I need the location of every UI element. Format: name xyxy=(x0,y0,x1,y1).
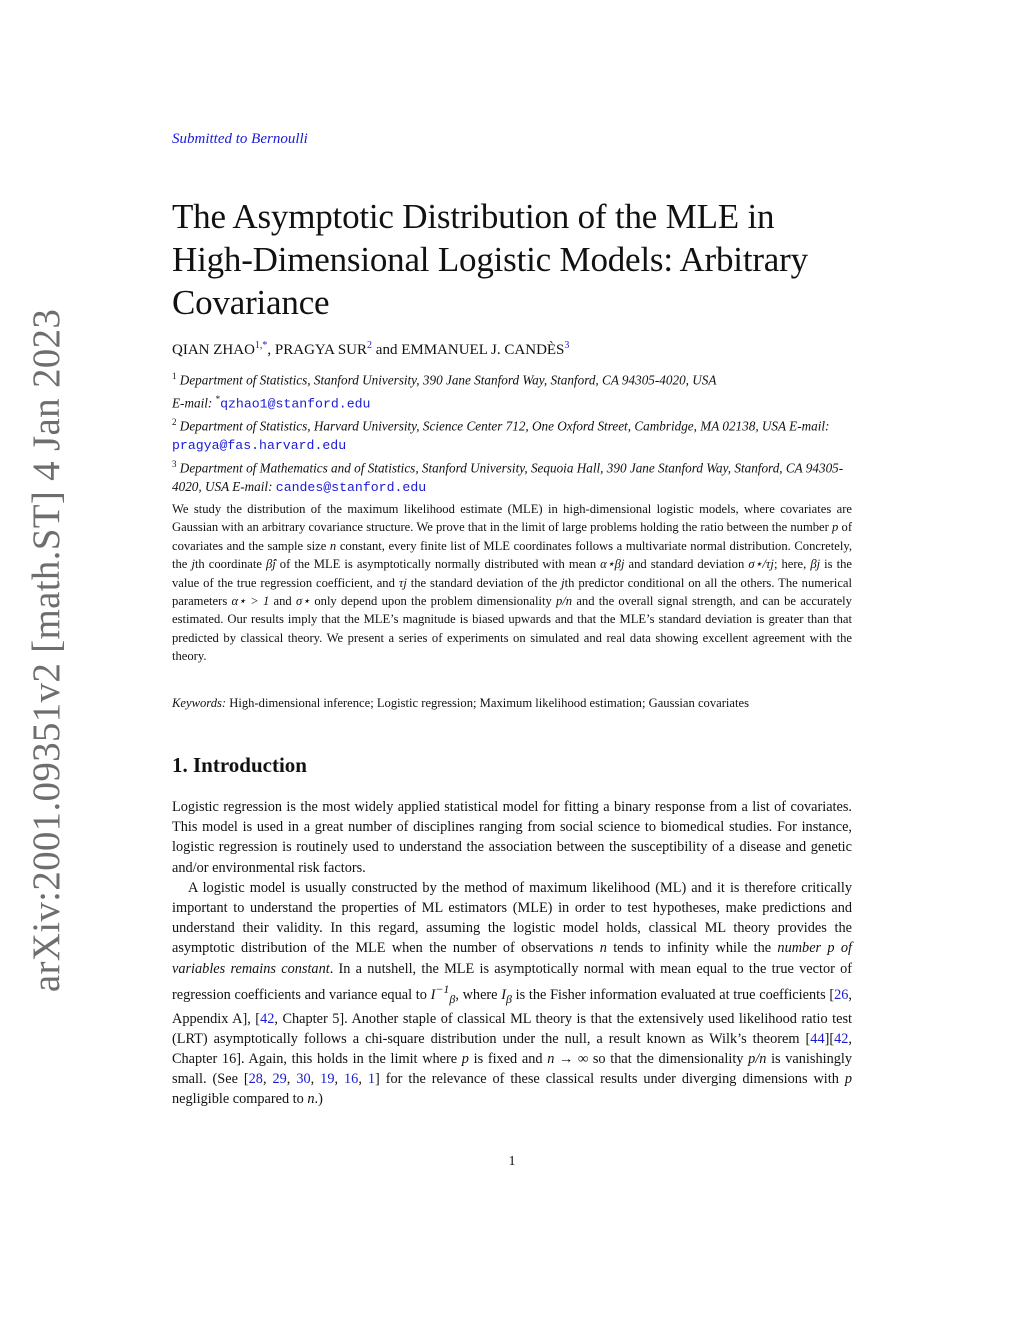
introduction-body xyxy=(172,797,852,1110)
author-and: and xyxy=(375,342,398,358)
citation-42[interactable]: 42 xyxy=(260,1010,275,1027)
citation-26[interactable]: 26 xyxy=(834,986,849,1003)
author-list: QIAN $ZHAO^{1,*}$, PRAGYA SUR$^2$ and EMMANUEL J. CANDÈS$^3$ xyxy=(172,340,570,358)
citation-16[interactable]: 16 xyxy=(344,1071,359,1088)
email-link-1[interactable]: qzhao1@stanford.edu xyxy=(220,395,371,411)
author-1-marker[interactable]: 1,* xyxy=(254,340,268,351)
keywords-label: Keywords: xyxy=(172,696,227,710)
submitted-to-link[interactable]: Submitted to Bernoulli xyxy=(172,131,308,147)
keywords xyxy=(172,696,852,711)
citation-30[interactable]: 30 xyxy=(296,1071,311,1088)
citation-1[interactable]: 1 xyxy=(367,1071,376,1088)
intro-paragraph-2: A logistic model is usually constructed by the method of maximum likelihood (ML) and it is therefore critically important to understand the properties of ML estimators (MLE) in order to test hypotheses, make predictions and understand their validity. In this regard, assuming the logistic model holds, classical ML theory provides the asymptotic distribution of the MLE when the number of observations n tends to infinity while the number p of variables remains constant. In a nutshell, the MLE is asymptotically normal with mean equal to the true vector of regression coefficients and variance equal to $I^{-1}_\beta$, where $I_\beta$ is the Fisher information evaluated at true coefficients [26, Appendix A], [42, Chapter 5]. Another staple of classical ML theory is that the extensively used likelihood ratio test (LRT) asymptotically follows a chi-square distribution under the null, a result known as Wilk’s theorem [44][42, Chapter 16]. Again, this holds in the limit where p is fixed and n → ∞ so that the dimensionality p/n is vanishingly small. (See [28, 29, 30, 19, 16, 1] for the relevance of these classical results under diverging dimensions with p negligible compared to n.) xyxy=(172,879,853,1108)
paper-title: The Asymptotic Distribution of the MLE in High-Dimensional Logistic Models: Arbitrary Covariance xyxy=(172,197,808,322)
fisher-inverse: $I^{-1}_\beta$ xyxy=(430,981,456,1006)
section-heading-introduction: 1. Introduction xyxy=(172,753,307,777)
arxiv-margin-stamp xyxy=(20,308,74,992)
intro-paragraph-1: Logistic regression is the most widely applied statistical model for fitting a binary response from a list of covariates. This model is used in a great number of disciplines ranging from social science to biomedical studies. For instance, logistic regression is routinely used to understand the association between the susceptibility of a disease and genetic and/or environmental risk factors. xyxy=(172,799,852,876)
citation-28[interactable]: 28 xyxy=(248,1071,263,1088)
author-3: EMMANUEL J. CANDÈS xyxy=(401,342,565,358)
affiliations xyxy=(172,367,852,497)
citation-42-b[interactable]: 42 xyxy=(834,1030,849,1047)
citation-44[interactable]: 44 xyxy=(810,1030,825,1047)
author-1: QIAN ZHAO xyxy=(172,342,255,358)
keywords-text: High-dimensional inference; Logistic regression; Maximum likelihood estimation; Gaussian covariates xyxy=(229,696,749,710)
email-link-2[interactable]: pragya@fas.harvard.edu xyxy=(172,437,347,453)
email-link-3[interactable]: candes@stanford.edu xyxy=(275,479,427,495)
abstract: We study the distribution of the maximum likelihood estimate (MLE) in high-dimensional logistic models, where covariates are Gaussian with an arbitrary covariance structure. We prove that in the limit of large problems holding the ratio between the number p of covariates and the sample size n constant, every finite list of MLE coordinates follows a multivariate normal distribution. Concretely, the jth coordinate β̂j of the MLE is asymptotically normally distributed with mean α⋆βj and standard deviation σ⋆/τj; here, βj is the value of the true regression coefficient, and τj the standard deviation of the jth predictor conditional on all the others. The numerical parameters α⋆ > 1 and σ⋆ only depend upon the problem dimensionality p/n and the overall signal strength, and can be accurately estimated. Our results imply that the MLE’s magnitude is biased upwards and that the MLE’s standard deviation is greater than that predicted by classical theory. We present a series of experiments on simulated and real data showing excellent agreement with the theory. xyxy=(172,502,853,664)
affiliation-2: $^2$ Department of Statistics, Harvard University, Science Center 712, One Oxford Street, Cambridge, MA 02138, USA E-mail: pragya@fas.harvard.edu xyxy=(172,417,830,453)
citation-29[interactable]: 29 xyxy=(272,1071,287,1088)
affiliation-3: $^3$ Department of Mathematics and of Statistics, Stanford University, Sequoia Hall, 390 Jane Stanford Way, Stanford, CA 94305-4020, USA E-mail: candes@stanford.edu xyxy=(172,458,844,495)
citation-19[interactable]: 19 xyxy=(320,1071,335,1088)
page-number: 1 xyxy=(508,1154,516,1169)
arxiv-id: arXiv:2001.09351v2 [math.ST] 4 Jan 2023 xyxy=(25,308,69,992)
affiliation-1: $^1$ Department of Statistics, Stanford University, 390 Jane Stanford Way, Stanford, CA 94305-4020, USA E-mail: *qzhao1@stanford.edu xyxy=(172,371,717,411)
author-2-marker[interactable]: 2 xyxy=(367,340,373,351)
author-2: PRAGYA SUR xyxy=(274,342,368,358)
author-3-marker[interactable]: 3 xyxy=(564,340,570,351)
